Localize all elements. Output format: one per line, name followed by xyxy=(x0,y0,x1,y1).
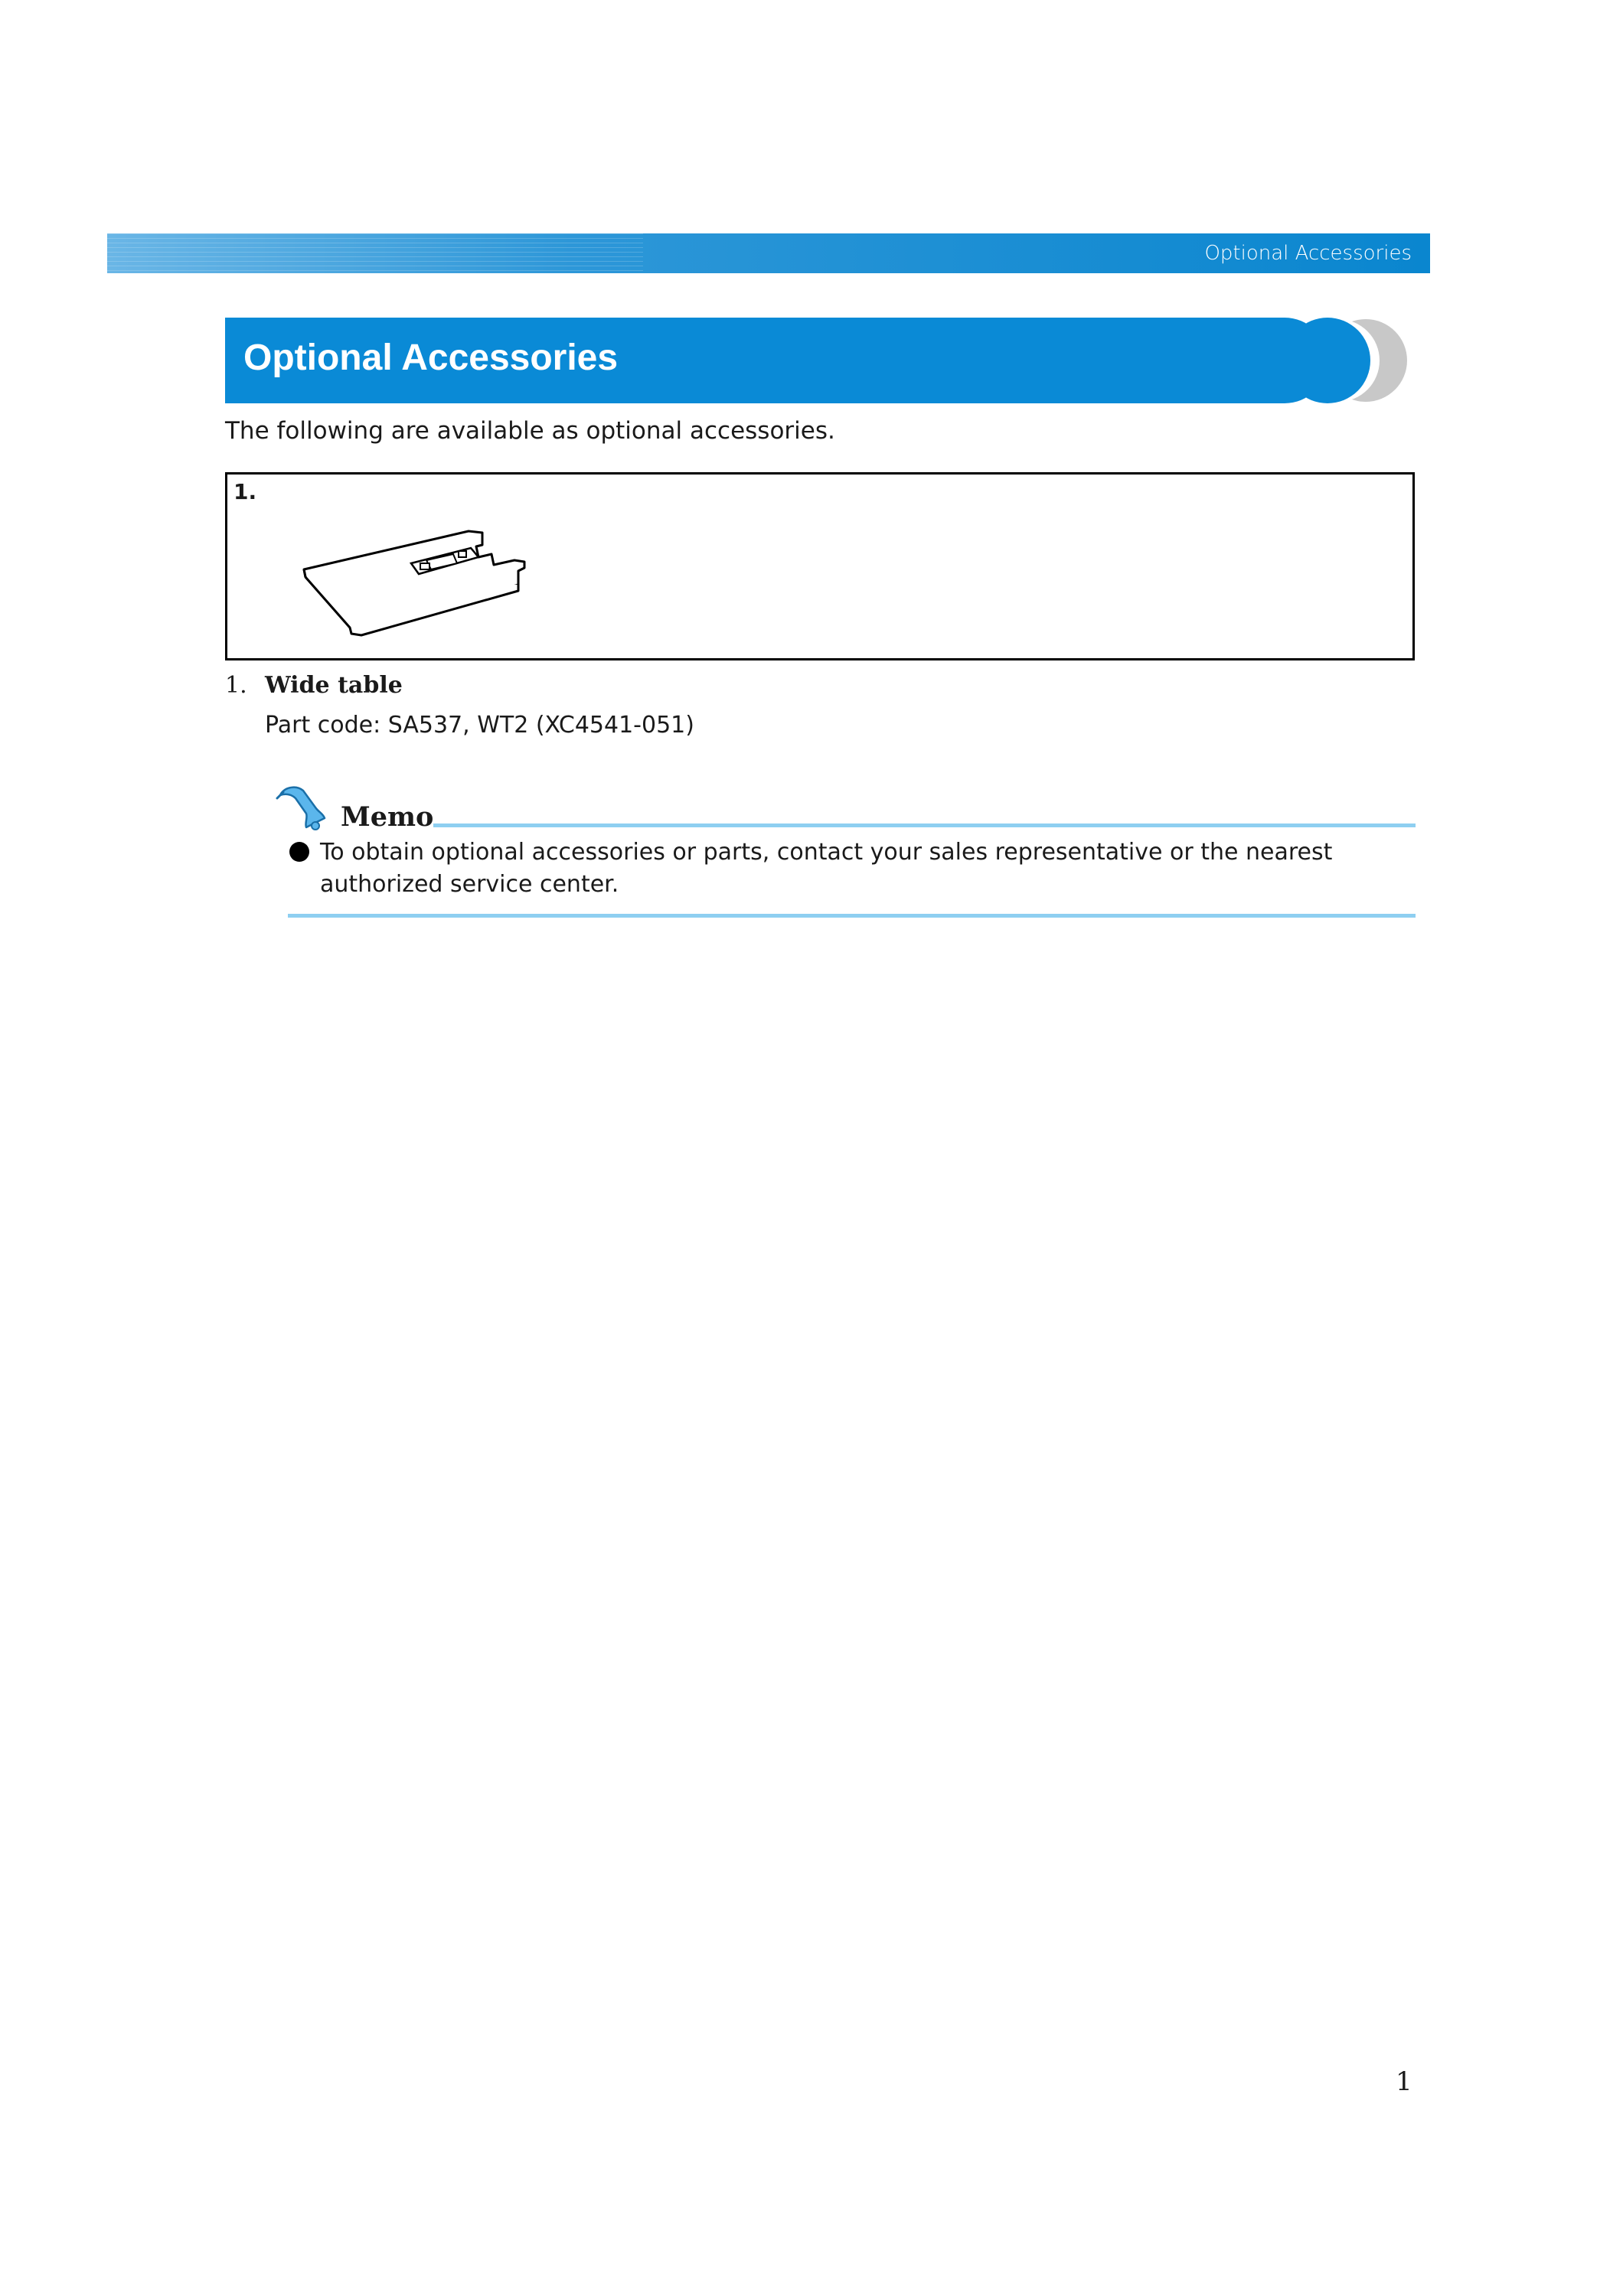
header-band xyxy=(107,233,1430,273)
item-part-code: Part code: SA537, WT2 (XC4541-051) xyxy=(265,712,694,739)
running-head: Optional Accessories xyxy=(1204,242,1412,265)
section-title: Optional Accessories xyxy=(243,338,619,378)
wide-table-illustration xyxy=(289,501,595,638)
figure-box xyxy=(225,472,1415,660)
item-name: Wide table xyxy=(265,672,403,699)
memo-rule-top xyxy=(433,823,1416,827)
page-number: 1 xyxy=(1396,2066,1412,2097)
header-stripes xyxy=(107,233,643,273)
memo-rule-bottom xyxy=(288,914,1416,918)
memo-bullet-text: To obtain optional accessories or parts, contact your sales representative or the nearest authorized service center. xyxy=(320,839,1333,898)
intro-text: The following are available as optional accessories. xyxy=(225,417,835,445)
list-item xyxy=(225,672,403,699)
memo-bell-icon xyxy=(276,784,329,830)
item-number: 1. xyxy=(225,672,247,699)
figure-label: 1. xyxy=(233,479,257,504)
memo-title: Memo xyxy=(341,801,434,833)
section-title-bar xyxy=(225,318,1327,403)
bullet-icon xyxy=(289,842,309,862)
title-end-caps xyxy=(1301,318,1409,403)
